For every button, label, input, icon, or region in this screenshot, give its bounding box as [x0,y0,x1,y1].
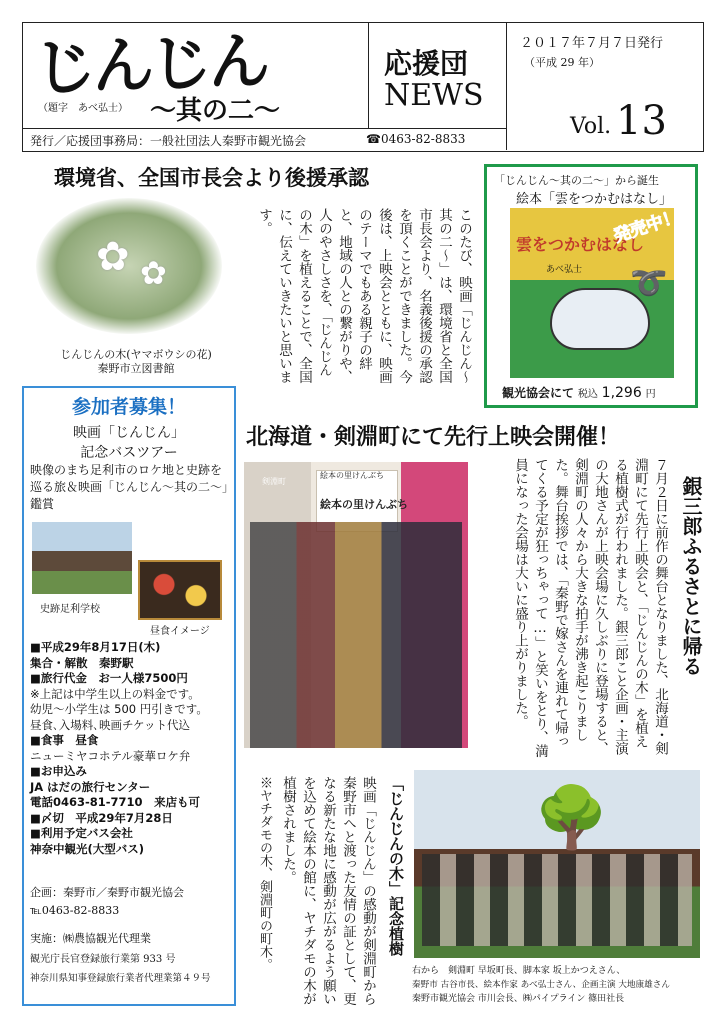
bus-tour-intro: 映像のまち足利市のロケ地と史跡を巡る旅＆映画「じんじん〜其の二〜」鑑賞 [30,463,229,511]
detail-line: 神奈中観光(大型バス) [30,841,145,856]
release-badge: 発売中！ [611,206,683,247]
article3-note: ※ヤチダモの木、剣淵町の町木。 [257,776,272,971]
banner-text: 絵本の里けんぶち [320,498,408,511]
article3-subhead: 「じんじんの木」記念植樹 [387,776,405,956]
detail-line: ■利用予定バス会社 [30,826,133,840]
detail-line: 昼食､入場料､映画チケット代込 [30,717,190,732]
book-cover-title: 雲をつかむはなし [516,235,645,254]
detail-line: ■旅行代金 お一人様7500円 [30,671,188,685]
detail-line: ■平成29年8月17日(木) [30,640,161,654]
people-group [422,854,692,946]
bus-tour-details [30,640,234,857]
caption-line: 秦野市 古谷市長、絵本作家 あべ弘士さん、企画主演 大地康雄さん [412,980,670,990]
detail-line: ■食事 昼食 [30,733,99,747]
dogwood-photo [36,198,222,334]
price-label: 観光協会にて [502,386,575,400]
logo-subtitle: 〜其の二〜 [150,96,281,126]
detail-line: JA はだの旅行センター [30,779,151,794]
photo-caption: じんじんの木(ヤマボウシの花) [60,348,212,361]
detail-line: ニューミヤコホテル豪華ロケ弁 [30,748,191,763]
bento-photo [138,560,222,620]
detail-line: 電話0463-81-7710 来店も可 [30,795,201,809]
article2-body: ７月２日に前作の舞台となりました、北海道・剣淵町にて先行上映会と、「じんじんの木」を植える植樹式が行われました。銀三郎こと企画・主演の大地さんが上映会場に久しぶりに登場すると、剣淵町の人々から大きな拍手が沸き起こりました。舞台挨拶では、「秦野で嫁さんを連れて帰ってくる予定が狂っちゃって…」と笑いをとり、満員になった会場は大いに盛り上がりました。 [512,458,668,758]
flower-icon: ✿ [96,234,130,280]
caption-line: 秦野市観光協会 市川会長、㈱パイプライン 篠田社長 [412,994,625,1004]
book-cover-author: あべ弘士 [546,265,583,275]
logo: じんじん [32,23,268,106]
banner-text: 剣淵町 [262,477,286,486]
publisher: 発行／応援団事務局：一般社団法人秦野市観光協会 [30,134,307,148]
article2-headline: 北海道・剣淵町にて先行上映会開催！ [246,425,621,450]
registration: 神奈川県知事登録旅行業者代理業第４９号 [30,973,211,984]
detail-line: 集合・解散 秦野駅 [30,655,134,670]
goat-horn-icon: ➰ [630,266,668,301]
price-line [502,384,656,401]
photo-caption: 史跡足利学校 [40,604,100,615]
issue-date: ２０１７年７月７日発行 [520,36,664,51]
issue-date-era: （平成 29 年） [524,56,600,69]
article2-subhead: 銀三郎ふるさとに帰る [679,476,703,676]
people-group [250,522,462,748]
price-unit: 円 [645,389,656,400]
organizer-tel: ℡0463-82-8833 [30,904,120,917]
masthead-divider-v2 [506,22,507,150]
publisher-phone: ☎0463-82-8833 [366,132,466,146]
detail-line: ■お申込み [30,764,87,778]
operator: 実施：㈱農協観光代理業 [30,932,151,945]
detail-line: 幼児〜小学生は 500 円引きです。 [30,702,208,716]
ashikaga-school-photo [32,522,132,594]
title-credit: （題字 あべ弘士） [38,103,128,114]
caption-line: 右から 剣淵町 早坂町長、脚本家 坂上かつえさん、 [412,966,626,976]
photo-caption: 昼食イメージ [150,626,210,637]
article1-body: このたび、映画「じんじん〜其の二〜」は、環境省と全国市長会より、名義後援の承認を頂くことができました。今後は、上映会とともに、映画のテーマでもある親子の絆と、地域の人との繋がりや、人のやさしさを、「じんじんの木」を植えることで、全国に、伝えていきたいと思います。 [256,208,472,384]
photo-caption: 秦野市立図書館 [97,362,175,375]
book-promo-line1: 「じんじん〜其の二〜」から誕生 [494,174,659,187]
flower-icon: ✿ [140,254,167,292]
registration: 観光庁長官登録旅行業第 933 号 [30,954,176,965]
book-promo-line2: 絵本「雲をつかむはなし」 [516,192,673,207]
photo-caption [412,964,708,1006]
tree-icon: 🌳 [534,783,609,853]
price-tax: 税込 [577,389,598,400]
newsletter-title-2: NEWS [384,78,484,113]
bus-tour-sub1: 映画「じんじん」 [73,425,185,441]
newsletter-title-1: 応援団 [384,47,469,80]
article3-body: 映画「じんじん」の感動が剣淵町から秦野市へと渡った友情の証として、更なる新たな地に感動が広がるよう願いを込めて絵本の館に、ヤチダモの木が植樹されました。 [280,776,376,1006]
tree-planting-photo [414,770,700,958]
price-value: 1,296 [601,385,642,401]
masthead-divider-v1 [368,22,369,128]
article1-headline: 環境省、全国市長会より後援承認 [54,166,369,190]
vol-prefix: Vol. [570,114,612,139]
detail-line: ■〆切 平成29年7月28日 [30,810,173,825]
masthead-divider-h [22,128,506,129]
banner-text: 絵本の里けんぶち [320,471,384,480]
bus-tour-heading: 参加者募集！ [71,396,186,418]
detail-line: ※上記は中学生以上の料金です。 [30,686,200,701]
bus-tour-sub2: 記念バスツアー [80,445,178,461]
organizer: 企画：秦野市／秦野市観光協会 [30,886,184,899]
vol-number: 13 [616,98,667,144]
